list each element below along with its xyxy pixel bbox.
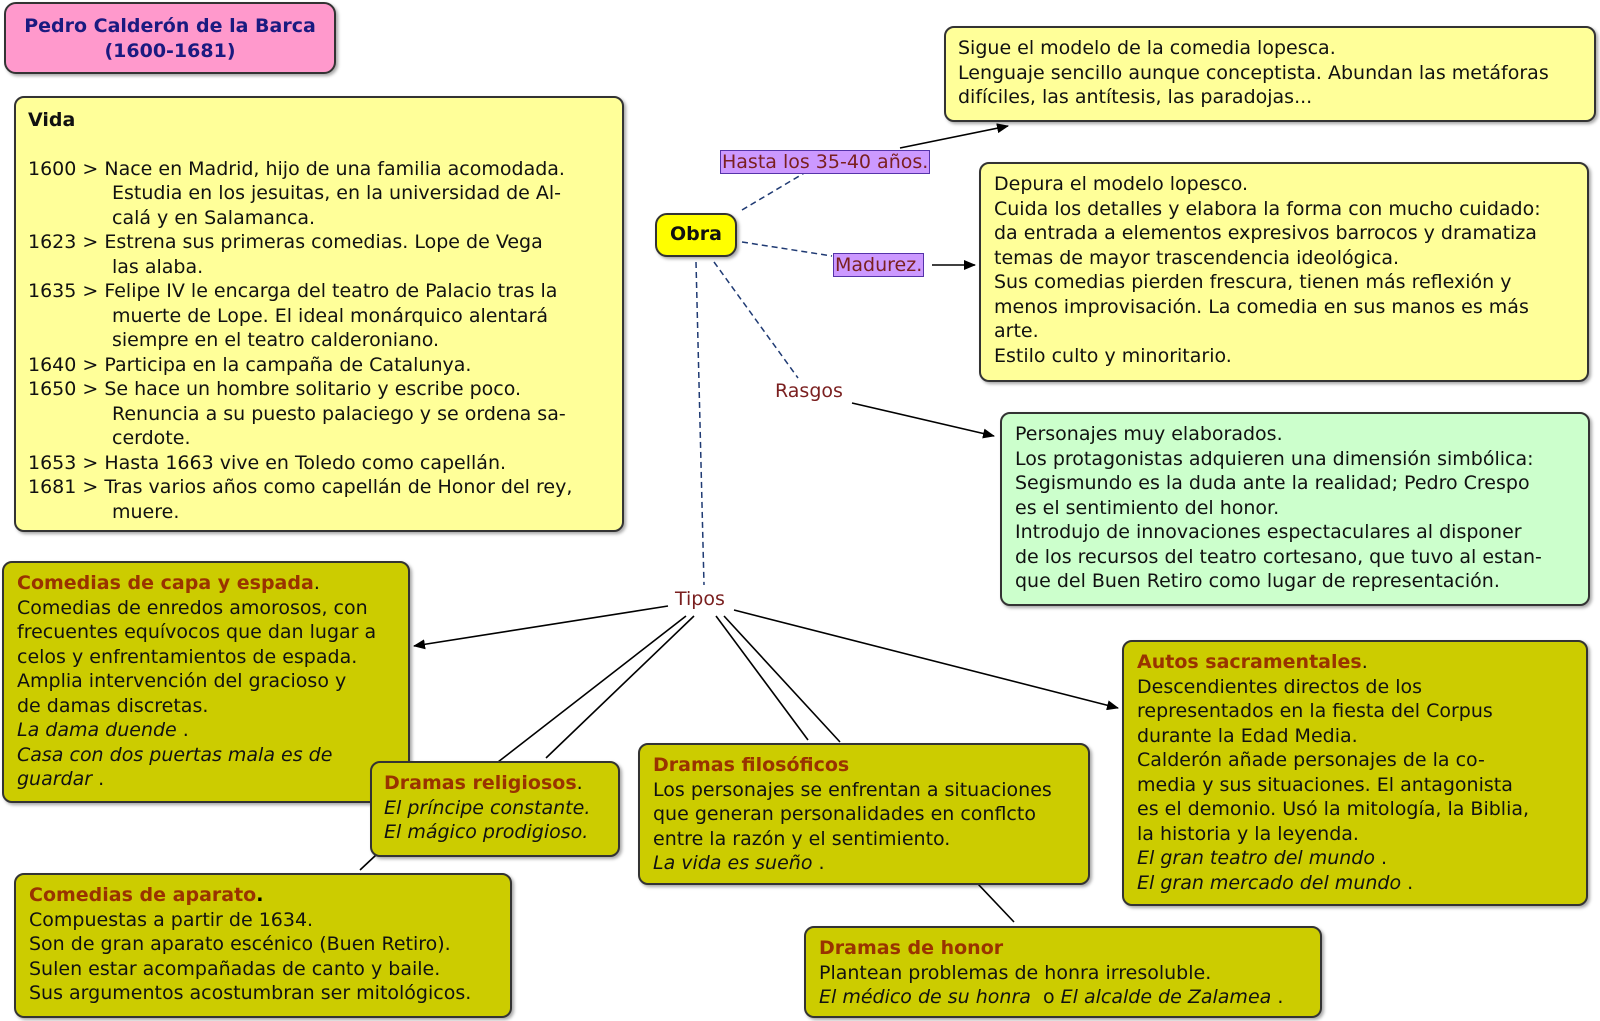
aparato-title: Comedias de aparato [29,884,257,906]
autos-title: Autos sacramentales [1137,651,1362,673]
madurez-line: arte. [994,320,1039,342]
hasta-line: difíciles, las antítesis, las paradojas... [958,86,1313,108]
hasta-lines [958,36,1582,110]
capa-line: celos y enfrentamientos de espada. [17,645,358,668]
author-name: Pedro Calderón de la Barca [24,15,316,37]
religiosos-italic-1: El mágico prodigioso. [384,821,589,843]
rasgos-box [1000,412,1590,606]
title-box [4,2,336,74]
madurez-line: Depura el modelo lopesco. [994,173,1249,195]
link-tipos: Tipos [675,588,725,610]
link-hasta: Hasta los 35-40 años. [722,151,929,173]
vida-entry-continuation: siempre en el teatro calderoniano. [112,329,440,351]
madurez-line: Cuida los detalles y elabora la forma con mucho cuidado: [994,197,1541,220]
filosoficos-title: Dramas filosóficos [653,754,850,776]
capa-line: Comedias de enredos amorosos, con [17,596,368,619]
filosoficos-box [638,743,1090,885]
autos-title-end: . [1361,651,1368,673]
rasgos-line: es el sentimiento del honor. [1015,496,1280,519]
capa-line: de damas discretas. [17,694,209,717]
filosoficos-line: que generan personalidades en conflcto [653,803,1036,825]
religiosos-title-end: . [576,772,583,794]
aparato-line: Sulen estar acompañadas de canto y baile. [29,957,441,980]
vida-entry [28,377,610,451]
aparato-title-end: . [256,884,264,906]
line-aparato [360,855,376,870]
honor-italic-1: El médico de su honra [819,986,1031,1008]
line-honor [978,884,1014,922]
arrow-autos [734,610,1118,708]
autos-line: es el demonio. Usó la mitología, la Biblia, [1137,798,1530,820]
capa-italic-1: Casa con dos puertas mala es de [17,743,333,766]
rasgos-line: Los protagonistas adquieren una dimensión simbólica: [1015,447,1534,470]
vida-entry-year-line: 1600 > Nace en Madrid, hijo de una familia acomodada. [28,157,565,180]
madurez-line: temas de mayor trascendencia ideológica. [994,246,1400,269]
vida-title: Vida [28,109,76,131]
vida-entry-continuation: muere. [112,500,180,523]
aparato-line: Son de gran aparato escénico (Buen Retiro). [29,933,451,955]
line-filosoficos-a [716,616,808,740]
vida-entry [28,475,610,524]
vida-entry-continuation: muerte de Lope. El ideal monárquico alentará [112,304,549,327]
vida-entry-continuation: Renuncia a su puesto palaciego y se ordena sa- [112,402,566,425]
capa-title-end: . [313,572,320,594]
rasgos-line: Personajes muy elaborados. [1015,423,1283,445]
vida-entry [28,279,610,353]
vida-entry-continuation: calá y en Salamanca. [112,206,316,229]
line-religiosos-b [546,616,694,758]
capa-italic-end-0: . [176,719,189,741]
autos-italic-end-1: . [1401,871,1414,894]
honor-italic-2: El alcalde de Zalamea [1060,986,1272,1008]
rasgos-lines [1015,422,1575,594]
hasta-box [944,26,1596,122]
honor-end: . [1271,986,1284,1008]
madurez-box [979,162,1589,382]
capa-line: frecuentes equívocos que dan lugar a [17,621,377,643]
dash-obra-rasgos [714,262,798,378]
madurez-lines [994,172,1574,368]
capa-line: Amplia intervención del gracioso y [17,670,347,692]
autos-line: representados en la fiesta del Corpus [1137,700,1493,722]
autos-line: Calderón añade personajes de la co- [1137,749,1485,771]
religiosos-italic-0: El príncipe constante. [384,796,591,819]
vida-entries [28,157,610,525]
vida-entry-year-line: 1623 > Estrena sus primeras comedias. Lope de Vega [28,231,543,253]
honor-line: Plantean problemas de honra irresoluble. [819,961,1212,984]
religiosos-box [370,761,620,857]
autos-line: durante la Edad Media. [1137,724,1358,747]
honor-mid: o [1030,986,1061,1008]
arrow-rasgos [852,403,994,436]
vida-entry-year-line: 1650 > Se hace un hombre solitario y escribe poco. [28,378,522,400]
arrow-hasta [900,126,1008,148]
capa-title: Comedias de capa y espada [17,572,314,594]
rasgos-line: que del Buen Retiro como lugar de representación. [1015,570,1500,592]
filosoficos-italic-end: . [812,852,825,874]
arrow-capa [414,606,668,646]
capa-italic-end-2: . [92,768,105,790]
vida-entry-continuation: Estudia en los jesuitas, en la universidad de Al- [112,182,562,204]
autos-italic-0: El gran teatro del mundo [1137,847,1375,869]
filosoficos-line: entre la razón y el sentimiento. [653,827,951,850]
line-filosoficos-b [724,616,840,742]
filosoficos-italic: La vida es sueño [653,852,813,874]
obra-node[interactable] [655,213,737,257]
dash-obra-madurez [742,242,832,256]
vida-entry-year-line: 1681 > Tras varios años como capellán de Honor del rey, [28,476,573,498]
vida-entry [28,353,610,378]
capa-italic-2: guardar [17,768,93,790]
vida-box [14,96,624,532]
autos-box [1122,640,1588,906]
religiosos-title: Dramas religiosos [384,772,577,794]
aparato-box [14,873,512,1018]
capa-italic-0: La dama duende [17,719,177,741]
vida-entry [28,230,610,279]
autos-line: media y sus situaciones. El antagonista [1137,773,1513,796]
honor-box [804,926,1322,1018]
aparato-line: Compuestas a partir de 1634. [29,908,314,931]
capa-lines [17,596,395,719]
rasgos-line: de los recursos del teatro cortesano, que tuvo al estan- [1015,545,1542,568]
vida-entry-year-line: 1635 > Felipe IV le encarga del teatro de Palacio tras la [28,280,558,302]
dash-obra-hasta [742,172,806,210]
rasgos-line: Segismundo es la duda ante la realidad; Pedro Crespo [1015,472,1530,494]
vida-entry-continuation: las alaba. [112,255,204,278]
autos-italic-end-0: . [1374,847,1388,869]
honor-title: Dramas de honor [819,937,1004,959]
author-dates: (1600-1681) [104,39,236,62]
vida-entry [28,157,610,231]
autos-line: Descendientes directos de los [1137,675,1423,698]
aparato-lines [29,908,497,1006]
madurez-line: menos improvisación. La comedia en sus manos es más [994,295,1529,318]
line-religiosos-a [498,616,686,762]
hasta-line: Lenguaje sencillo aunque conceptista. Abundan las metáforas [958,61,1549,84]
madurez-line: Estilo culto y minoritario. [994,344,1232,367]
aparato-line: Sus argumentos acostumbran ser mitológicos. [29,982,472,1004]
capa-box [2,561,410,803]
link-rasgos: Rasgos [775,380,843,402]
madurez-line: Sus comedias pierden frescura, tienen más reflexión y [994,271,1512,293]
link-madurez: Madurez. [835,254,923,276]
rasgos-line: Introdujo de innovaciones espectaculares al disponer [1015,521,1522,543]
autos-italic-1: El gran mercado del mundo [1137,871,1402,894]
autos-line: la historia y la leyenda. [1137,822,1359,845]
hasta-line: Sigue el modelo de la comedia lopesca. [958,37,1336,59]
dash-obra-tipos [696,262,704,585]
filosoficos-line: Los personajes se enfrentan a situaciones [653,778,1052,801]
filosoficos-lines [653,778,1075,852]
autos-lines [1137,675,1573,847]
madurez-line: da entrada a elementos expresivos barrocos y dramatiza [994,222,1537,244]
vida-entry-year-line: 1640 > Participa en la campaña de Catalunya. [28,353,472,376]
vida-entry [28,451,610,476]
vida-entry-year-line: 1653 > Hasta 1663 vive en Toledo como capellán. [28,451,507,474]
obra-label: Obra [670,223,722,245]
vida-entry-continuation: cerdote. [112,427,191,449]
